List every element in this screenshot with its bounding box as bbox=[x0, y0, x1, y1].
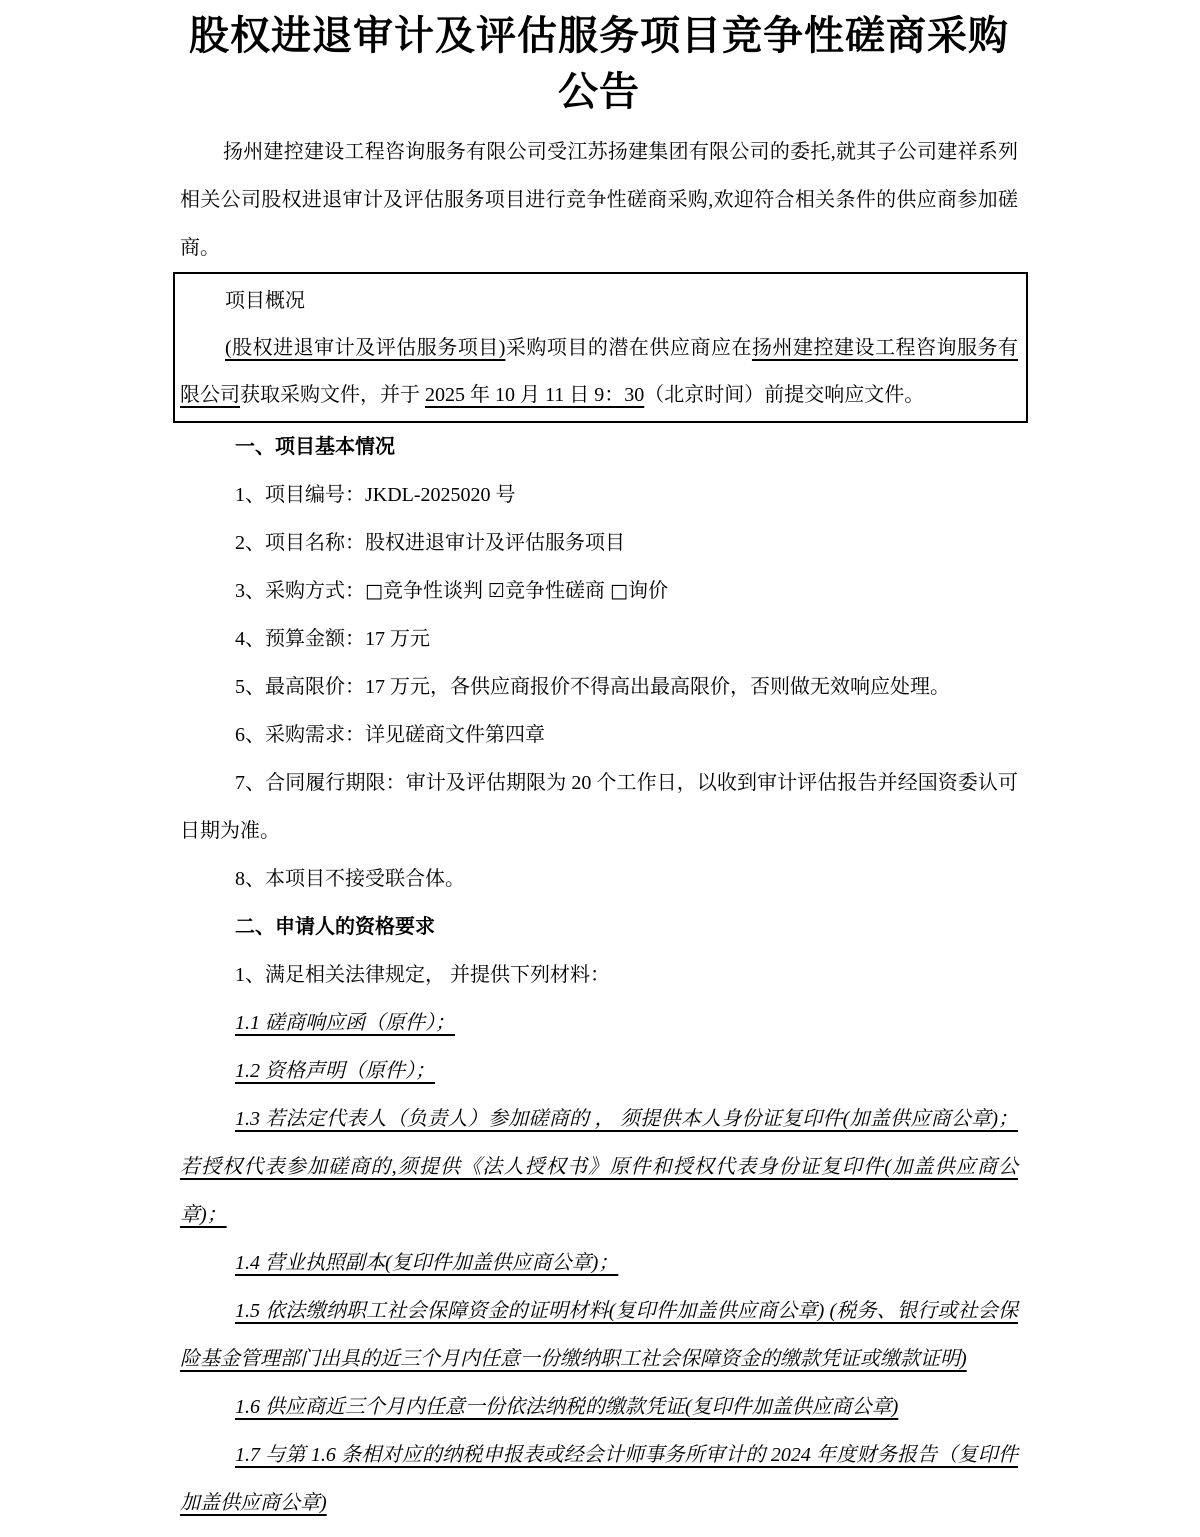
material-item-1-1: 1.1 磋商响应函（原件）； bbox=[235, 1012, 455, 1034]
qualification-intro-item: 1、满足相关法律规定， 并提供下列材料： bbox=[235, 964, 610, 986]
method-option-label: 竞争性磋商 bbox=[505, 580, 605, 602]
method-option-label: 询价 bbox=[627, 580, 668, 602]
project-number-item: 1、项目编号：JKDL-2025020 号 bbox=[235, 484, 516, 506]
budget-item: 4、预算金额：17 万元 bbox=[235, 628, 430, 650]
project-overview-box bbox=[173, 272, 1028, 423]
overview-project-name: (股权进退审计及评估服务项目) bbox=[225, 337, 506, 359]
checkbox-checked-icon: ☑ bbox=[487, 580, 505, 602]
no-consortium-item: 8、本项目不接受联合体。 bbox=[235, 868, 465, 890]
requirement-item: 6、采购需求：详见磋商文件第四章 bbox=[235, 724, 545, 746]
material-item-1-4: 1.4 营业执照副本(复印件加盖供应商公章)； bbox=[235, 1252, 619, 1274]
overview-agency-name: 扬州建控建设工程咨询服务有限公司 bbox=[180, 337, 1019, 406]
material-item-1-2: 1.2 资格声明（原件）； bbox=[235, 1060, 435, 1082]
material-item-1-7: 1.7 与第 1.6 条相对应的纳税申报表或经会计师事务所审计的 2024 年度财务报告（复印件加盖供应商公章) bbox=[180, 1444, 1018, 1514]
overview-text-segment: 采购项目的潜在供应商应在 bbox=[505, 337, 752, 359]
method-option-label: 竞争性谈判 bbox=[382, 580, 483, 602]
overview-text-segment: 获取采购文件，并于 bbox=[240, 384, 425, 406]
intro-paragraph: 扬州建控建设工程咨询服务有限公司受江苏扬建集团有限公司的委托,就其子公司建祥系列相关公司股权进退审计及评估服务项目进行竞争性磋商采购,欢迎符合相关条件的供应商参加磋商。 bbox=[180, 141, 1018, 259]
contract-period-item: 7、合同履行期限：审计及评估期限为 20 个工作日，以收到审计评估报告并经国资委认可日期为准。 bbox=[180, 772, 1018, 842]
page-title: 股权进退审计及评估服务项目竞争性磋商采购公告 bbox=[189, 14, 1009, 114]
checkbox-unchecked-icon: □ bbox=[610, 580, 628, 602]
method-label: 3、采购方式： bbox=[235, 580, 365, 602]
material-item-1-6: 1.6 供应商近三个月内任意一份依法纳税的缴款凭证(复印件加盖供应商公章) bbox=[235, 1396, 899, 1418]
material-item-1-3: 1.3 若法定代表人（负责人）参加磋商的 ， 须提供本人身份证复印件(加盖供应商公章)；若授权代表参加磋商的,须提供《法人授权书》原件和授权代表身份证复印件(加盖供应商公章)； bbox=[180, 1108, 1018, 1226]
price-ceiling-item: 5、最高限价：17 万元，各供应商报价不得高出最高限价，否则做无效响应处理。 bbox=[235, 676, 950, 698]
procurement-method-item bbox=[180, 567, 1018, 615]
overview-deadline: 2025 年 10 月 11 日 9：30 bbox=[425, 384, 645, 406]
overview-heading: 项目概况 bbox=[225, 290, 305, 312]
section1-heading: 一、项目基本情况 bbox=[235, 436, 395, 458]
checkbox-unchecked-icon: □ bbox=[365, 580, 383, 602]
overview-paragraph bbox=[180, 325, 1018, 419]
material-item-1-5: 1.5 依法缴纳职工社会保障资金的证明材料(复印件加盖供应商公章) (税务、银行或社会保险基金管理部门出具的近三个月内任意一份缴纳职工社会保障资金的缴款凭证或缴款证明) bbox=[180, 1300, 1018, 1370]
project-name-item: 2、项目名称：股权进退审计及评估服务项目 bbox=[235, 532, 625, 554]
section2-heading: 二、申请人的资格要求 bbox=[235, 916, 435, 938]
overview-text-segment: （北京时间）前提交响应文件。 bbox=[644, 384, 925, 406]
